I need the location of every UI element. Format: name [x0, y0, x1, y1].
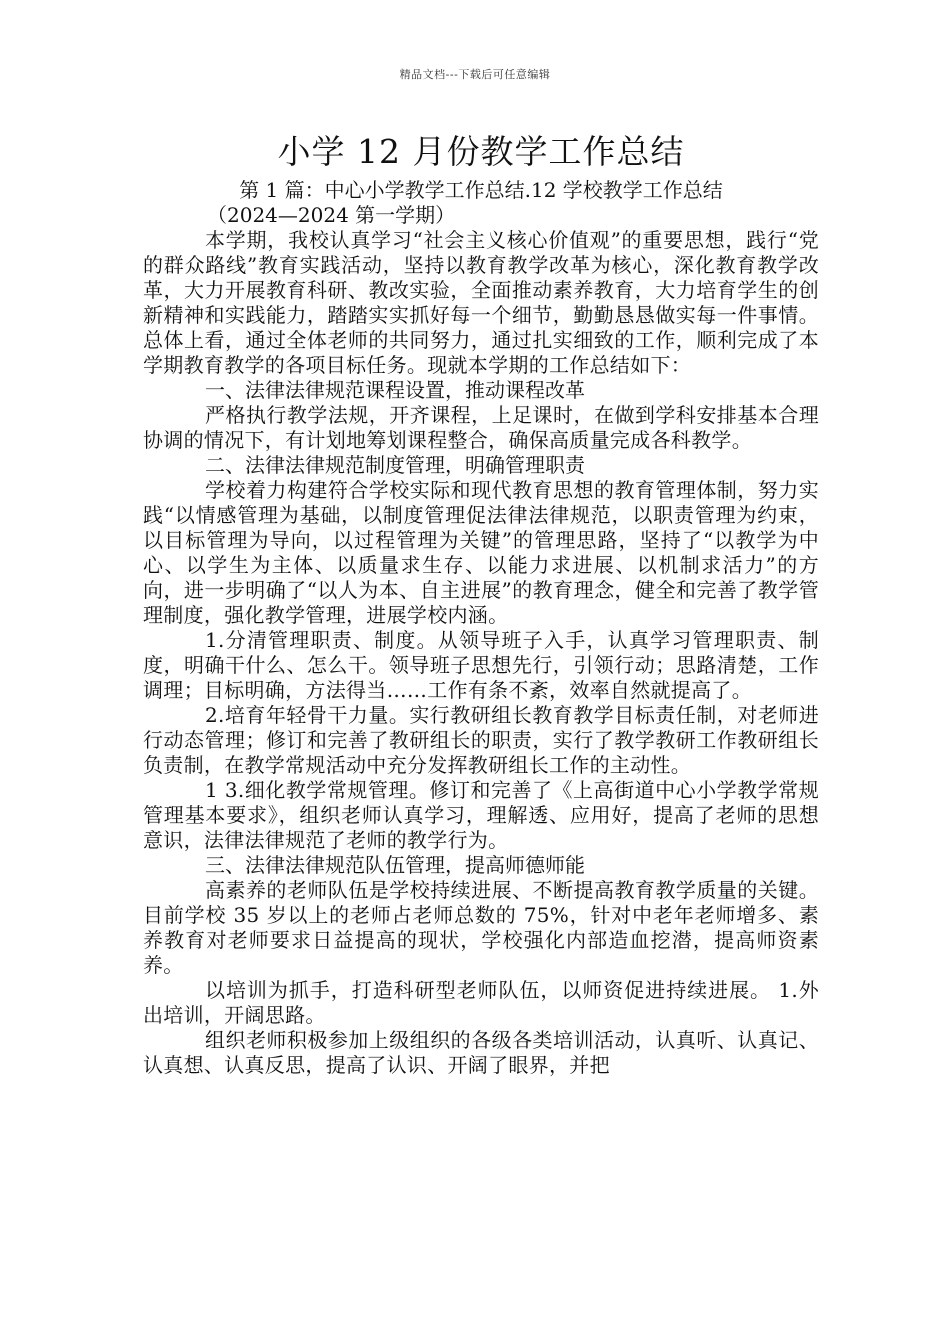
section-3-training-detail: 组织老师积极参加上级组织的各级各类培训活动，认真听、认真记、认真想、认真反思，提高了认识、开阔了眼界，并把 — [143, 1028, 819, 1077]
section-heading-1: 一、法律法律规范课程设置，推动课程改革 — [205, 378, 585, 402]
section-3-paragraph: 高素养的老师队伍是学校持续进展、不断提高教育教学质量的关键。目前学校 35 岁以上的老师占老师总数的 75%，针对中老年老师增多、素养教育对老师要求日益提高的现状，学校强化内部造血挖潜，提高师资素养。 — [143, 878, 819, 977]
section-2-item-2: 2.培育年轻骨干力量。实行教研组长教育教学目标责任制，对老师进行动态管理；修订和完善了教研组长的职责，实行了教学教研工作教研组长负责制，在教学常规活动中充分发挥教研组长工作的主动性。 — [143, 703, 819, 777]
section-2-paragraph: 学校着力构建符合学校实际和现代教育思想的教育管理体制，努力实践“以情感管理为基础，以制度管理促法律法律规范，以职责管理为约束，以目标管理为导向，以过程管理为关键”的管理思路，坚持了“以教学为中心、以学生为主体、以质量求生存、以能力求进展、以机制求活力”的方向，进一步明确了“以人为本、自主进展”的教育理念，健全和完善了教学管理制度，强化教学管理，进展学校内涵。 — [143, 478, 819, 627]
section-heading-2: 二、法律法律规范制度管理，明确管理职责 — [205, 453, 585, 477]
document-body — [143, 128, 819, 1078]
section-1-paragraph: 严格执行教学法规，开齐课程，上足课时，在做到学科安排基本合理协调的情况下，有计划地筹划课程整合，确保高质量完成各科教学。 — [143, 403, 819, 452]
term-label: （2024—2024 第一学期） — [207, 203, 456, 227]
section-heading-3: 三、法律法律规范队伍管理，提高师德师能 — [205, 853, 585, 877]
page-header-note: 精品文档---下载后可任意编辑 — [399, 68, 551, 81]
section-3-training: 以培训为抓手，打造科研型老师队伍，以师资促进持续进展。 1.外出培训，开阔思路。 — [143, 978, 819, 1027]
intro-paragraph: 本学期，我校认真学习“社会主义核心价值观”的重要思想，践行“党的群众路线”教育实践活动，坚持以教育教学改革为核心，深化教育教学改革，大力开展教育科研、教改实验，全面推动素养教育，大力培育学生的创新精神和实践能力，踏踏实实抓好每一个细节，勤勤恳恳做实每一件事情。总体上看，通过全体老师的共同努力，通过扎实细致的工作，顺利完成了本学期教育教学的各项目标任务。现就本学期的工作总结如下： — [143, 228, 819, 377]
section-2-item-3: 1 3.细化教学常规管理。修订和完善了《上高街道中心小学教学常规管理基本要求》，组织老师认真学习，理解透、应用好，提高了老师的思想意识，法律法律规范了老师的教学行为。 — [143, 778, 819, 852]
document-title: 小学 12 月份教学工作总结 — [277, 132, 685, 171]
document-subtitle: 第 1 篇：中心小学教学工作总结.12 学校教学工作总结 — [239, 178, 723, 202]
section-2-item-1: 1.分清管理职责、制度。从领导班子入手，认真学习管理职责、制度，明确干什么、怎么干。领导班子思想先行，引领行动；思路清楚，工作调理；目标明确，方法得当……工作有条不紊，效率自然就提高了。 — [143, 628, 819, 702]
